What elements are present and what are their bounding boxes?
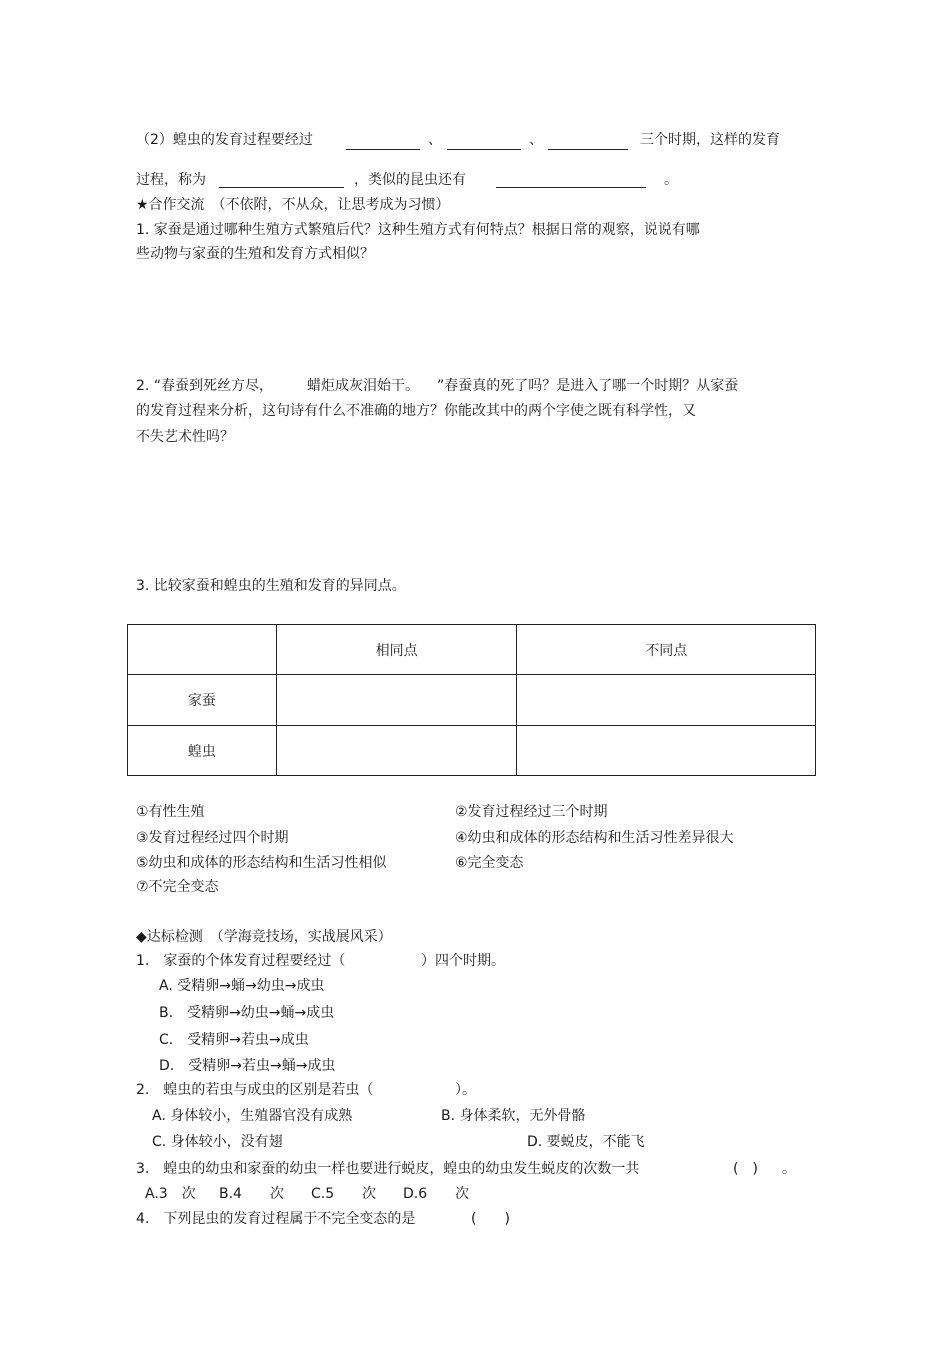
choice-a-step: 成虫	[296, 978, 325, 994]
cell-same[interactable]	[276, 675, 517, 726]
row-label: 蝗虫	[128, 726, 277, 776]
test-heading: ◆达标检测 （学海竞技场，实战展风采）	[136, 929, 392, 945]
table-row	[128, 726, 816, 776]
table-header-diff: 不同点	[517, 625, 816, 675]
option-item: ⑥完全变态	[455, 855, 524, 871]
choice-b-step: 蛹	[280, 1005, 295, 1021]
test-q1-end: ）四个时期。	[421, 953, 505, 969]
blank-stage-1[interactable]	[346, 149, 420, 150]
choice-d-step: 若虫	[241, 1058, 270, 1074]
separator: 、	[428, 132, 442, 148]
choice-a-step: 幼虫	[256, 978, 285, 994]
choice-c-step: 若虫	[240, 1032, 269, 1048]
coop-q2-line3: 不失艺术性吗？	[136, 429, 234, 445]
table-header-same: 相同点	[276, 625, 517, 675]
cell-diff[interactable]	[517, 726, 816, 776]
coop-q1-line1: 1. 家蚕是通过哪种生殖方式繁殖后代？这种生殖方式有何特点？根据日常的观察，说说有哪	[136, 222, 700, 238]
choice-b-step: 成虫	[306, 1005, 335, 1021]
coop-q2-line1c: ”春蚕真的死了吗？是进入了哪一个时期？从家蚕	[437, 378, 739, 394]
choice-b[interactable]	[159, 1004, 334, 1022]
blank-stage-3[interactable]	[548, 149, 628, 150]
table-header-empty	[128, 625, 277, 675]
choice-a[interactable]	[159, 977, 324, 995]
test-q4: 4. 下列昆虫的发育过程属于不完全变态的是	[136, 1211, 416, 1227]
arrow-icon: →	[284, 978, 297, 994]
cell-same[interactable]	[276, 726, 517, 776]
choice-q3-d[interactable]: D.6 次	[403, 1186, 470, 1202]
coop-q2-line1b: 蜡炬成灰泪始干。	[307, 378, 419, 394]
choice-b-step: B. 受精卵	[159, 1005, 230, 1021]
choice-q3-a[interactable]: A.3 次	[145, 1186, 196, 1202]
row-label: 家蚕	[128, 675, 277, 726]
arrow-icon: →	[295, 1058, 308, 1074]
option-item: ①有性生殖	[136, 804, 205, 820]
comparison-table	[127, 624, 816, 776]
test-q3-paren[interactable]: ( )	[733, 1161, 758, 1177]
choice-q3-c[interactable]: C.5 次	[311, 1186, 377, 1202]
option-item: ⑦不完全变态	[136, 879, 219, 895]
arrow-icon: →	[219, 978, 231, 994]
choice-q2-d[interactable]: D. 要蜕皮，不能飞	[527, 1134, 645, 1150]
choice-q2-b[interactable]: B. 身体柔软，无外骨骼	[441, 1108, 586, 1124]
blank-process-name[interactable]	[219, 187, 344, 188]
choice-c-step: C. 受精卵	[159, 1032, 230, 1048]
arrow-icon: →	[229, 1005, 241, 1021]
choice-a-step: 蛹	[230, 978, 245, 994]
choice-d-step: D. 受精卵	[159, 1058, 231, 1074]
arrow-icon: →	[244, 978, 257, 994]
coop-q2-line2: 的发育过程来分析，这句诗有什么不准确的地方？你能改其中的两个字使之既有科学性，又	[136, 403, 696, 419]
option-item: ②发育过程经过三个时期	[455, 804, 608, 820]
choice-d[interactable]	[159, 1057, 335, 1075]
arrow-icon: →	[269, 1058, 282, 1074]
q2-line1-prefix: （2）蝗虫的发育过程要经过	[136, 132, 313, 148]
arrow-icon: →	[268, 1032, 281, 1048]
cell-diff[interactable]	[517, 675, 816, 726]
choice-c[interactable]	[159, 1031, 309, 1049]
arrow-icon: →	[268, 1005, 281, 1021]
test-q1: 1. 家蚕的个体发育过程要经过（	[136, 953, 346, 969]
q2-line2-prefix: 过程，称为	[136, 172, 206, 188]
blank-similar-insects[interactable]	[496, 187, 646, 188]
arrow-icon: →	[230, 1058, 242, 1074]
separator: 、	[529, 132, 543, 148]
coop-heading: ★合作交流 （不依附，不从众，让思考成为习惯）	[136, 197, 450, 213]
table-row	[128, 675, 816, 726]
coop-q1-line2: 些动物与家蚕的生殖和发育方式相似？	[136, 246, 374, 262]
option-item: ④幼虫和成体的形态结构和生活习性差异很大	[455, 830, 734, 846]
choice-d-step: 蛹	[281, 1058, 296, 1074]
choice-q2-c[interactable]: C. 身体较小，没有翅	[152, 1134, 283, 1150]
arrow-icon: →	[294, 1005, 307, 1021]
choice-c-step: 成虫	[280, 1032, 309, 1048]
coop-q2-line1a: 2. “春蚕到死丝方尽，	[136, 378, 274, 394]
q2-line1-suffix: 三个时期，这样的发育	[640, 132, 780, 148]
arrow-icon: →	[229, 1032, 241, 1048]
option-item: ⑤幼虫和成体的形态结构和生活习性相似	[136, 855, 387, 871]
choice-b-step: 幼虫	[240, 1005, 269, 1021]
choice-q3-b[interactable]: B.4 次	[219, 1186, 284, 1202]
test-q2-end: ）。	[455, 1082, 476, 1098]
coop-q3: 3. 比较家蚕和蝗虫的生殖和发育的异同点。	[136, 578, 406, 594]
choice-a-step: A. 受精卵	[159, 978, 220, 994]
test-q3: 3. 蝗虫的幼虫和家蚕的幼虫一样也要进行蜕皮，蝗虫的幼虫发生蜕皮的次数一共	[136, 1161, 640, 1177]
choice-d-step: 成虫	[307, 1058, 336, 1074]
test-q2: 2. 蝗虫的若虫与成虫的区别是若虫（	[136, 1082, 374, 1098]
choice-q2-a[interactable]: A. 身体较小，生殖器官没有成熟	[152, 1108, 353, 1124]
option-item: ③发育过程经过四个时期	[136, 830, 289, 846]
blank-stage-2[interactable]	[447, 149, 521, 150]
table-header-row	[128, 625, 816, 675]
q2-line2-mid: ，类似的昆虫还有	[354, 172, 466, 188]
q2-line2-end: 。	[664, 172, 678, 188]
test-q4-paren[interactable]: ( )	[471, 1211, 510, 1227]
test-q3-end: 。	[782, 1161, 796, 1177]
